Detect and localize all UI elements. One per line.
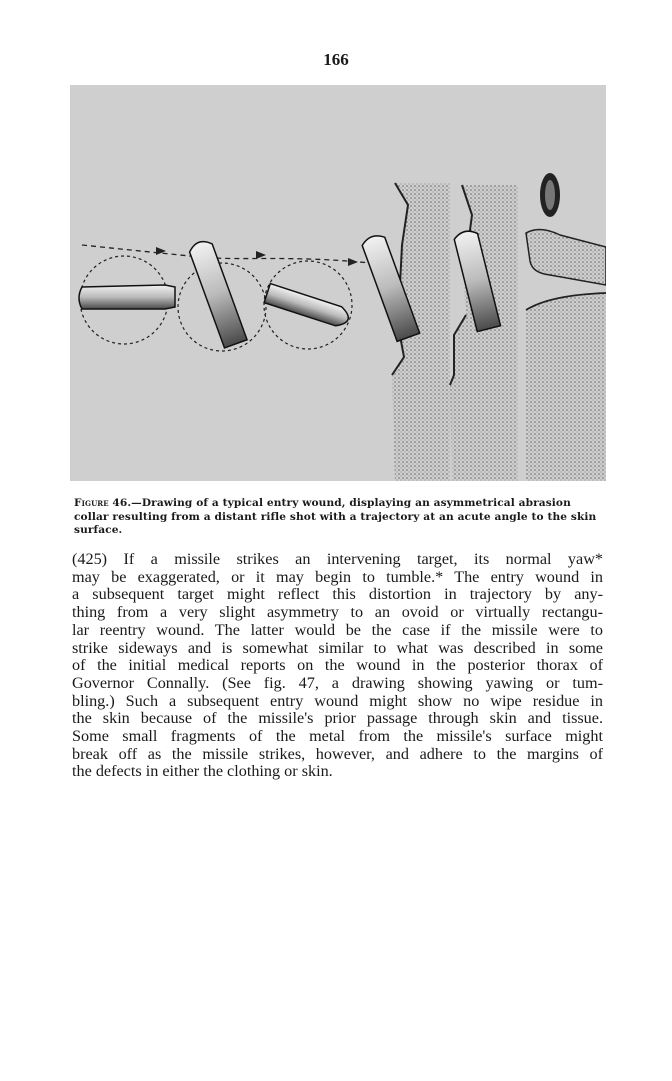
paragraph-line: (425) If a missile strikes an intervening target, its normal yaw* <box>72 550 603 568</box>
paragraph-line: lar reentry wound. The latter would be the case if the missile were to <box>72 620 603 639</box>
paragraph-line: thing from a very slight asymmetry to an ovoid or virtually rectangu- <box>72 603 603 622</box>
bullet-3 <box>264 284 351 329</box>
paragraph-line: of the initial medical reports on the wound in the posterior thorax of <box>72 656 603 675</box>
paragraph-line: may be exaggerated, or it may begin to tumble.* The entry wound in <box>72 567 603 586</box>
paragraph-line: Governor Connally. (See fig. 47, a drawing showing yawing or tum- <box>72 673 603 692</box>
skin-surface-2 <box>450 185 518 481</box>
paragraph-line: a subsequent target might reflect this distortion in trajectory by any- <box>72 585 603 604</box>
figure-46-illustration <box>70 85 606 481</box>
paragraph-line: the defects in either the clothing or skin. <box>72 762 333 781</box>
body-paragraph <box>72 551 603 781</box>
page-number: 166 <box>323 50 349 69</box>
bullet-2 <box>188 238 247 348</box>
paragraph-line: break off as the missile strikes, however, and adhere to the margins of <box>72 744 603 763</box>
paragraph-line: strike sideways and is somewhat similar to what was described in some <box>72 638 603 657</box>
figure-caption <box>74 497 602 538</box>
entry-hole-side-view <box>526 173 606 481</box>
bullet-1 <box>79 285 175 309</box>
caption-lead: Figure 46. <box>74 497 132 509</box>
paragraph-line: Some small fragments of the metal from the missile's surface might <box>72 727 603 746</box>
trajectory-line <box>82 245 370 263</box>
paragraph-line: bling.) Such a subsequent entry wound might show no wipe residue in <box>72 691 603 710</box>
paragraph-line: the skin because of the missile's prior passage through skin and tissue. <box>72 709 603 728</box>
caption-text: —Drawing of a typical entry wound, displaying an asymmetrical abrasion collar resulting from a distant rifle shot with a trajectory at an acute angle to the skin surface. <box>74 497 597 536</box>
